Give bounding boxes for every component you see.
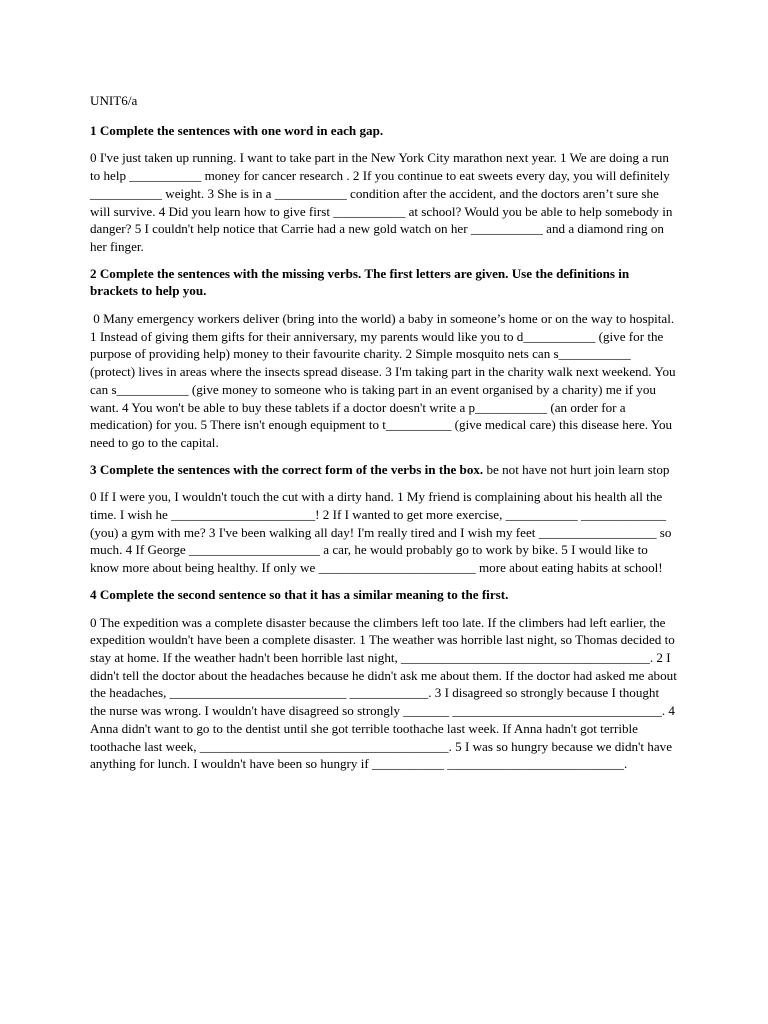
section-4-text: 0 The expedition was a complete disaster because the climbers left too late. If the climbers had left earlier, the expedition wouldn't have been a complete disaster. 1 The weather was horrible last night, so Thomas decided to stay at home. If the weather hadn't been horrible last night, ______________________________________. 2 I didn't tell the doctor about the headaches because he didn't ask me about them. If the doctor had asked me about the headaches, ___________________________ ____________. 3 I disagreed so strongly because I thought the nurse was wrong. I wouldn't have disagreed so strongly _______ ________________________________. 4 Anna didn't want to go to the dentist until she got terrible toothache last week. If Anna hadn't got terrible toothache last week, ______________________________________. 5 I was so hungry because we didn't have anything for lunch. I wouldn't have been so hungry if ___________ ___________________________. [90,614,677,772]
section-1-heading: 1 Complete the sentences with one word in each gap. [90,122,384,138]
unit-title: UNIT6/a [90,93,138,108]
section-3-heading [90,461,678,479]
worksheet-page [90,92,678,782]
section-3-heading-text: 3 Complete the sentences with the correct form of the verbs in the box. [90,461,484,477]
section-2-text: 0 Many emergency workers deliver (bring into the world) a baby in someone’s home or on the way to hospital. 1 Instead of giving them gifts for their anniversary, my parents would like you to d___________ (give for the purpose of providing help) money to their favourite charity. 2 Simple mosquito nets can s___________ (protect) lives in areas where the insects spread disease. 3 I'm taking part in the charity walk next weekend. You can s___________ (give money to someone who is taking part in an event organised by a charity) me if you want. 4 You won't be able to buy these tablets if a doctor doesn't write a p___________ (an order for a medication) for you. 5 There isn't enough equipment to t__________ (give medical care) this disease here. You need to go to the capital. [90,311,679,450]
section-2-heading: 2 Complete the sentences with the missing verbs. The first letters are given. Use the definitions in brackets to help you. [90,265,630,299]
section-1-text: 0 I've just taken up running. I want to take part in the New York City marathon next year. 1 We are doing a run to help ___________ money for cancer research . 2 If you continue to eat sweets every day, you will definitely ___________ weight. 3 She is in a ___________ condition after the accident, and the doctors aren’t sure she will survive. 4 Did you learn how to give first ___________ at school? Would you be able to help somebody in danger? 5 I couldn't help notice that Carrie had a new gold watch on her ___________ and a diamond ring on her finger. [90,150,673,254]
section-4-heading: 4 Complete the second sentence so that it has a similar meaning to the first. [90,586,509,602]
verb-box-words: be not have not hurt join learn stop [486,461,670,477]
section-3-text: 0 If I were you, I wouldn't touch the cut with a dirty hand. 1 My friend is complaining about his health all the time. I wish he ______________________! 2 If I wanted to get more exercise, ___________ _____________ (you) a gym with me? 3 I've been walking all day! I'm really tired and I wish my feet __________________ so much. 4 If George ____________________ a car, he would probably go to work by bike. 5 I would like to know more about being healthy. If only we ________________________ more about eating habits at school! [90,489,672,576]
